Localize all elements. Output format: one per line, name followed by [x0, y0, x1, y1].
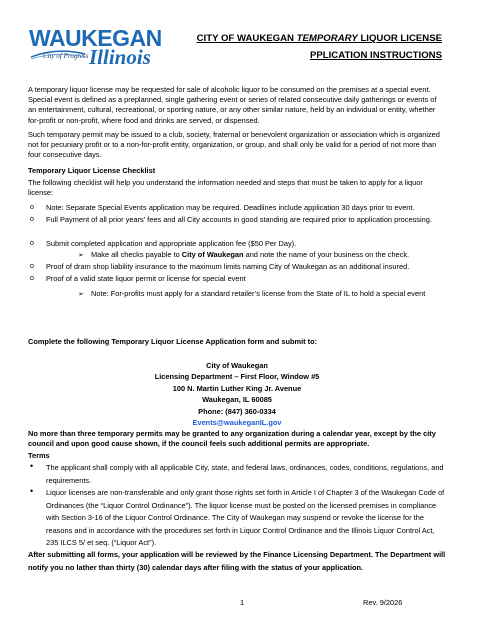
subitem-emphasis: City of Waukegan [181, 250, 244, 259]
permit-limit-notice: No more than three temporary permits may be granted to any organization during a calendar year, except by the city council and upon good cause shown, if the council feels such additional permits are appropriate. [28, 429, 436, 448]
address-line: 100 N. Martin Luther King Jr. Avenue [172, 383, 302, 393]
bullet-marker: o [30, 204, 34, 211]
logo-tagline: City of Progress [43, 52, 89, 60]
address-line: Waukegan, IL 60085 [202, 395, 272, 405]
header-title-part: LIQUOR LICENSE [357, 33, 442, 44]
checklist-item: Full Payment of all prior years’ fees and all City accounts in good standing are required prior to application processing. [46, 215, 432, 224]
bullet-dot-icon: • [30, 486, 34, 496]
checklist-item: Proof of a valid state liquor permit or license for special event [46, 274, 246, 283]
header-title-part: CITY OF WAUKEGAN [196, 33, 297, 44]
bullet-marker: o [30, 275, 34, 282]
checklist-item: Note: Separate Special Events application may be required. Deadlines include application 30 days prior to event. [46, 203, 415, 212]
checklist-item: Submit completed application and appropriate application fee ($50 Per Day). [46, 239, 297, 248]
header-title [197, 33, 442, 44]
logo-state: Illinois [89, 45, 151, 69]
revision-date: Rev. 9/2026 [363, 598, 403, 607]
header-title-emphasis: TEMPORARY [296, 33, 358, 44]
subitem-text: Make all checks payable to [91, 250, 182, 259]
checklist-subitem: Note: For-profits must apply for a standard retailer’s license from the State of IL to hold a special event [91, 289, 426, 298]
page-number: 1 [240, 598, 245, 607]
intro-paragraph-2: Such temporary permit may be issued to a club, society, fraternal or benevolent organization or association which is organized not for pecuniary profit or to a non-for-profit entity, organization, or group, and shall only be valid for a period of not more than four consecutive days. [28, 130, 440, 160]
checklist-description: The following checklist will help you understand the information needed and steps that must be taken to apply for a liquor license: [28, 178, 423, 198]
address-line: City of Waukegan [206, 361, 268, 370]
arrow-bullet-icon: ➢ [78, 291, 84, 298]
bullet-marker: o [30, 263, 34, 270]
address-line: Licensing Department – First Floor, Window #5 [154, 372, 320, 382]
bullet-marker: o [30, 216, 34, 223]
bullet-marker: o [30, 240, 34, 247]
checklist-item: Proof of dram shop liability insurance to the maximum limits naming City of Waukegan as an additional insured. [46, 262, 410, 271]
terms-item: The applicant shall comply with all applicable City, state, and federal laws, ordinances, codes, conditions, regulations, and requirements. [46, 463, 444, 485]
submit-heading: Complete the following Temporary Liquor License Application form and submit to: [28, 337, 318, 346]
terms-item: Liquor licenses are non-transferable and only grant those rights set forth in Article I of Chapter 3 of the Waukegan Code of Ordinances (the “Liquor Control Ordinance”). The liquor license must be posted on the licensed premises in compliance with Section 3-16 of the Liquor Control Ordinance. The City of Waukegan may suspend or revoke the license for the reasons and in accordance with the procedures set forth in Liquor Control Ordinance and the Illinois Liquor Control Act, 235 ILCS 5/ et seq. (“Liquor Act”). [46, 488, 445, 548]
address-block [28, 360, 446, 428]
bullet-dot-icon: • [30, 461, 34, 471]
header-subtitle: PPLICATION INSTRUCTIONS [309, 50, 442, 61]
arrow-bullet-icon: ➢ [78, 252, 84, 259]
phone-line: Phone: (847) 360-0334 [198, 406, 276, 416]
checklist-subitem [91, 250, 451, 260]
subitem-text: and note the name of your business on the check. [243, 250, 410, 259]
logo-word: WAUKEGAN [29, 25, 162, 51]
email-link[interactable]: Events@waukeganIL.gov [192, 418, 282, 428]
closing-statement: After submitting all forms, your application will be reviewed by the Finance Licensing Department. The Department will notify you no lather than thirty (30) calendar days after filing with the status of your application. [28, 550, 446, 572]
intro-paragraph-1: A temporary liquor license may be requested for sale of alcoholic liquor to be consumed on the premises at a special event. Special event is defined as a preplanned, single gathering event or series of related consecutive daily gatherings or events of an entertainment, cultural, recreational, or sporting nature, or any other similar nature, held by an individual or entity, whether for-profit or non-profit, where food and drinks are served, or dispensed. [28, 85, 437, 125]
checklist-title: Temporary Liquor License Checklist [28, 166, 156, 175]
waukegan-logo [29, 25, 162, 85]
terms-title: Terms [28, 451, 50, 460]
